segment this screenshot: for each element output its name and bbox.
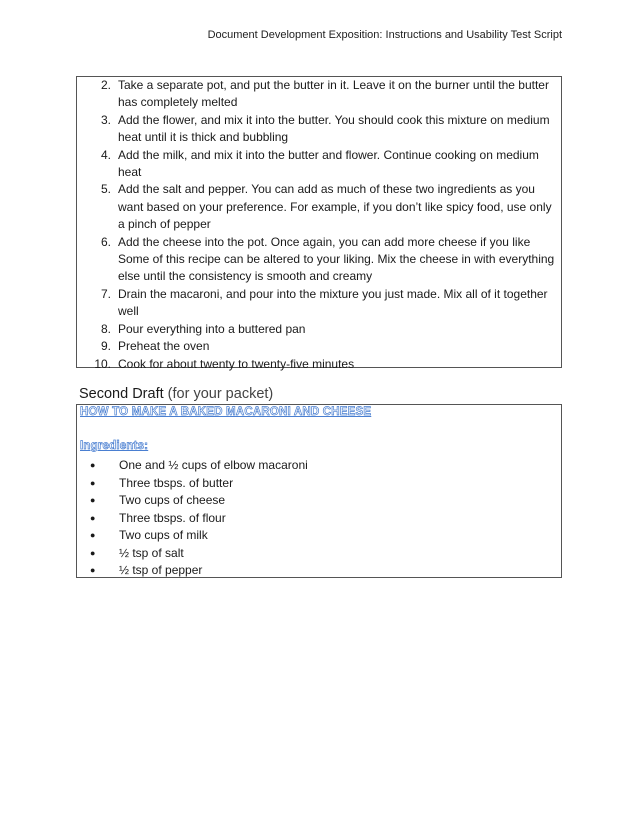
step-number: 5. [100,182,111,197]
ingredient-text: Two cups of cheese [119,493,226,507]
step-item [77,77,561,112]
ingredient-text: Three tbsps. of butter [119,475,234,490]
step-text: Add the flower, and mix it into the butter. You should cook this mixture on medium heat until it is thick and bubbling [118,112,550,145]
ingredient-text: One and ½ cups of elbow macaroni [119,458,308,472]
step-text: Drain the macaroni, and pour into the mixture you just made. Mix all of it together well [118,286,548,319]
bullet-icon: ● [90,495,96,505]
step-number: 2. [100,78,111,92]
step-text: Take a separate pot, and put the butter in it. Leave it on the burner until the butter has completely melted [118,78,549,110]
section-title [79,386,273,402]
ingredient-item [77,545,561,563]
ingredient-text: ½ tsp of pepper [119,563,203,577]
second-draft-box [76,404,562,578]
step-number: 8. [100,321,111,336]
bullet-icon: ● [90,477,96,488]
step-item [77,181,561,233]
ingredient-item [77,457,561,475]
step-number: 4. [100,147,111,162]
step-item [77,356,561,373]
step-text: Preheat the oven [118,339,210,354]
bullet-icon: ● [90,460,96,470]
step-number: 9. [100,339,111,354]
ingredient-item [77,527,561,545]
step-number: 6. [100,234,111,249]
step-item [77,112,561,147]
step-item [77,338,561,355]
ingredient-item [77,492,561,510]
ingredient-text: Three tbsps. of flour [119,510,226,525]
ingredient-text: ½ tsp of salt [119,545,184,560]
steps-list [77,77,561,373]
section-title-subtitle: (for your packet) [167,386,274,402]
step-text: Add the salt and pepper. You can add as much of these two ingredients as you want based on your preference. For example, if you don’t like spicy food, use only a pinch of pepper [118,182,552,232]
step-text: Pour everything into a buttered pan [118,321,306,336]
page-header: Document Development Exposition: Instructions and Usability Test Script [207,29,562,41]
ingredients-heading: Ingredients: [80,440,149,452]
ingredients-list [77,457,561,580]
bullet-icon: ● [90,565,96,575]
ingredient-text: Two cups of milk [119,528,208,542]
document-title: HOW TO MAKE A BAKED MACARONI AND CHEESE [80,406,372,418]
bullet-icon: ● [90,512,96,523]
step-item [77,234,561,286]
step-text: Add the cheese into the pot. Once again, you can add more cheese if you like Some of this recipe can be altered to your liking. Mix the cheese in with everything else until the consistency is smooth and creamy [118,234,555,284]
instructions-box [76,76,562,371]
bullet-icon: ● [90,530,96,540]
step-item [77,321,561,338]
section-title-main: Second Draft [79,386,164,402]
ingredient-item [77,562,561,580]
ingredient-item [77,510,561,528]
step-number: 10. [94,356,111,371]
bullet-icon: ● [90,547,96,558]
step-number: 7. [100,286,111,301]
step-text: Cook for about twenty to twenty-five minutes [118,356,355,371]
step-number: 3. [100,112,111,127]
step-item [77,286,561,321]
step-item [77,147,561,182]
step-text: Add the milk, and mix it into the butter and flower. Continue cooking on medium heat [118,147,539,180]
ingredient-item [77,475,561,493]
